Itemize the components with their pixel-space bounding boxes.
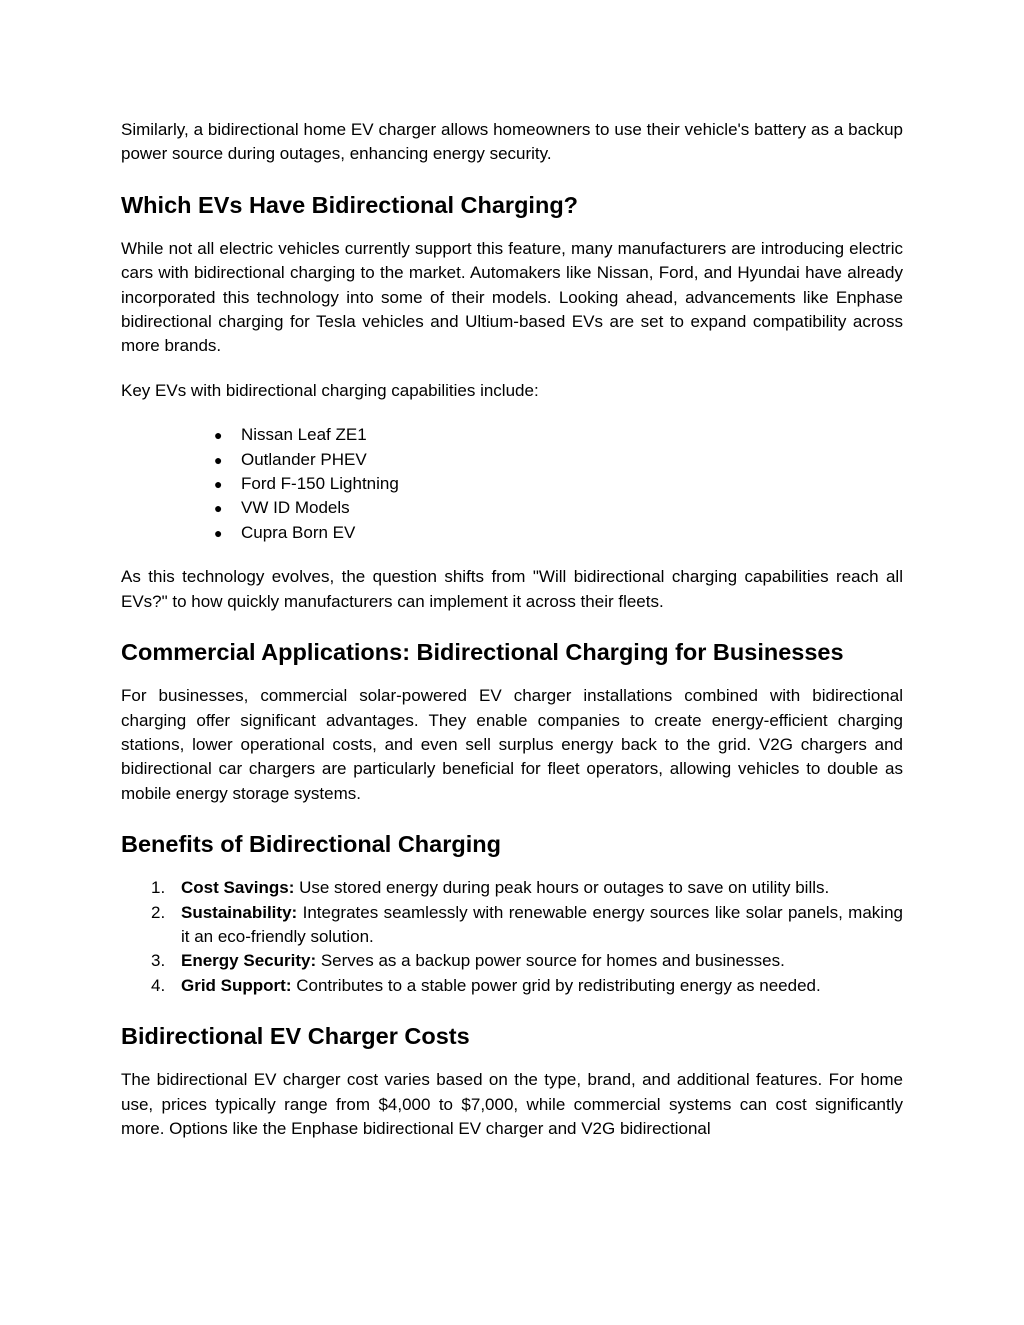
- list-item-text: Outlander PHEV: [241, 449, 367, 469]
- bullet-icon: ●: [214, 524, 223, 541]
- benefit-description: Use stored energy during peak hours or outages to save on utility bills.: [299, 878, 830, 898]
- list-item: [121, 423, 903, 447]
- key-evs-intro: Key EVs with bidirectional charging capabilities include:: [121, 380, 539, 400]
- benefit-term: Cost Savings:: [181, 878, 295, 898]
- list-item-text: Ford F-150 Lightning: [241, 474, 399, 494]
- costs-heading: Bidirectional EV Charger Costs: [121, 1023, 470, 1050]
- bullet-icon: ●: [214, 476, 223, 493]
- list-item: [121, 472, 903, 496]
- benefit-description: Contributes to a stable power grid by redistributing energy as needed.: [296, 975, 821, 995]
- list-number: 1.: [151, 878, 166, 898]
- benefits-heading: Benefits of Bidirectional Charging: [121, 831, 501, 858]
- commercial-paragraph: For businesses, commercial solar-powered EV charger installations combined with bidirectional charging offer significant advantages. They enable companies to create energy-efficient charging stations, lower operational costs, and even sell surplus energy back to the grid. V2G chargers and bidirectional car chargers are particularly beneficial for fleet operators, allowing vehicles to double as mobile energy storage systems.: [121, 686, 903, 803]
- list-item-text: Nissan Leaf ZE1: [241, 425, 367, 445]
- list-item: [121, 496, 903, 520]
- list-item-text: Cupra Born EV: [241, 522, 356, 542]
- list-number: 2.: [151, 902, 166, 922]
- commercial-heading: Commercial Applications: Bidirectional Charging for Businesses: [121, 639, 844, 666]
- list-item: [121, 949, 903, 973]
- ev-models-list: [121, 423, 903, 545]
- bullet-icon: ●: [214, 427, 223, 444]
- list-item-text: VW ID Models: [241, 498, 350, 518]
- benefits-list: [121, 876, 903, 998]
- bullet-icon: ●: [214, 500, 223, 517]
- document-page: [121, 118, 903, 1141]
- list-item: [121, 876, 903, 900]
- list-number: 3.: [151, 951, 166, 971]
- list-item: [121, 521, 903, 545]
- evolves-paragraph: As this technology evolves, the question shifts from "Will bidirectional charging capabilities reach all EVs?" to how quickly manufacturers can implement it across their fleets.: [121, 567, 903, 611]
- list-item: [121, 448, 903, 472]
- benefit-description: Integrates seamlessly with renewable energy sources like solar panels, making it an eco-friendly solution.: [181, 902, 903, 946]
- list-item: [121, 901, 903, 950]
- which-evs-heading: Which EVs Have Bidirectional Charging?: [121, 191, 579, 218]
- costs-paragraph: The bidirectional EV charger cost varies based on the type, brand, and additional features. For home use, prices typically range from $4,000 to $7,000, while commercial systems can cost significantly more. Options like the Enphase bidirectional EV charger and V2G bidirectional: [121, 1070, 903, 1138]
- benefit-description: Serves as a backup power source for homes and businesses.: [320, 951, 785, 971]
- benefit-term: Grid Support:: [181, 975, 292, 995]
- list-number: 4.: [151, 975, 166, 995]
- list-item: [121, 974, 903, 998]
- which-evs-paragraph: While not all electric vehicles currently support this feature, many manufacturers are introducing electric cars with bidirectional charging to the market. Automakers like Nissan, Ford, and Hyundai have already incorporated this technology into some of their models. Looking ahead, advancements like Enphase bidirectional charging for Tesla vehicles and Ultium-based EVs are set to expand compatibility across more brands.: [121, 238, 903, 356]
- benefit-term: Sustainability:: [181, 902, 298, 922]
- benefit-term: Energy Security:: [181, 951, 317, 971]
- bullet-icon: ●: [214, 451, 223, 468]
- intro-paragraph: Similarly, a bidirectional home EV charger allows homeowners to use their vehicle's battery as a backup power source during outages, enhancing energy security.: [121, 120, 903, 164]
